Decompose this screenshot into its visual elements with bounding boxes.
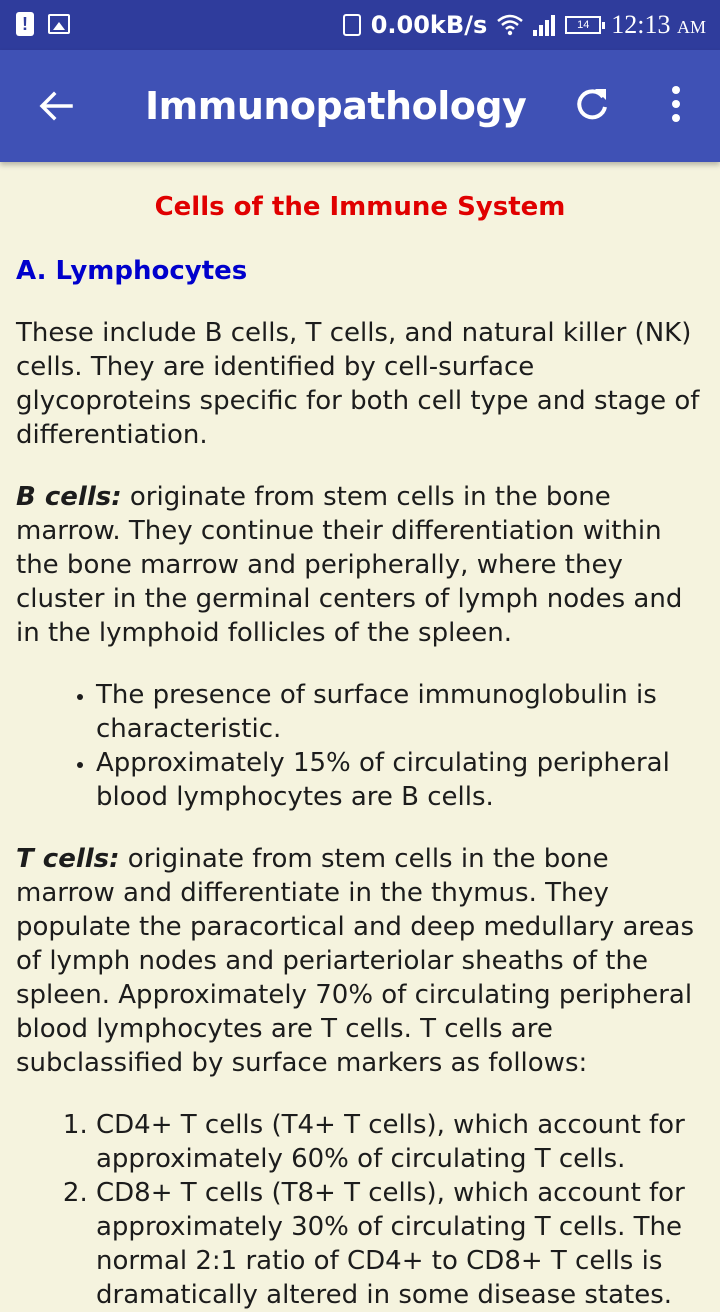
refresh-icon	[573, 85, 611, 123]
b-cells-term: B cells:	[16, 482, 122, 512]
list-item: 2. CD8+ T cells (T8+ T cells), which account for approximately 30% of circulating T cells. The normal 2:1 ratio of CD4+ to CD8+ T cells is dramatically altered in some disease states.	[96, 1176, 704, 1312]
t-cells-paragraph	[16, 842, 704, 1080]
refresh-button[interactable]	[566, 78, 618, 130]
b-cells-bullet-list	[16, 678, 704, 814]
arrow-back-icon	[38, 88, 74, 124]
network-speed: 0.00kB/s	[370, 11, 488, 39]
t-cells-text: originate from stem cells in the bone marrow and differentiate in the thymus. They populate the paracortical and deep medullary areas of lymph nodes and periarteriolar sheaths of the spleen. Approximately 70% of circulating peripheral blood lymphocytes are T cells. T cells are subclassified by surface markers as follows:	[16, 844, 695, 1078]
alert-icon: !	[16, 12, 34, 36]
list-item: 1. CD4+ T cells (T4+ T cells), which account for approximately 60% of circulating T cells.	[96, 1108, 704, 1176]
section-heading: A. Lymphocytes	[16, 256, 248, 286]
wifi-icon	[497, 14, 523, 36]
b-cells-text: originate from stem cells in the bone marrow. They continue their differentiation within the bone marrow and peripherally, where they cluster in the germinal centers of lymph nodes and in the lymphoid follicles of the spleen.	[16, 482, 683, 648]
clock	[611, 10, 706, 40]
list-item: • Approximately 15% of circulating peripheral blood lymphocytes are B cells.	[96, 746, 704, 814]
clock-ampm: AM	[676, 17, 706, 37]
intro-paragraph: These include B cells, T cells, and natural killer (NK) cells. They are identified by cell-surface glycoproteins specific for both cell type and stage of differentiation.	[16, 318, 700, 450]
back-button[interactable]	[28, 78, 84, 134]
status-bar	[0, 0, 720, 50]
more-options-button[interactable]	[650, 78, 702, 130]
b-cells-paragraph	[16, 480, 704, 650]
more-vertical-icon	[670, 85, 682, 123]
t-cells-numbered-list	[16, 1108, 704, 1312]
battery-icon: 14	[565, 16, 601, 34]
clock-time: 12:13	[611, 10, 671, 39]
app-title: Immunopathology	[145, 84, 527, 128]
vibrate-icon	[343, 14, 361, 36]
gallery-icon	[48, 14, 70, 34]
list-item: • The presence of surface immunoglobulin is characteristic.	[96, 678, 704, 746]
app-bar	[0, 50, 720, 162]
page-heading: Cells of the Immune System	[154, 192, 566, 222]
signal-icon	[533, 14, 555, 36]
t-cells-term: T cells:	[16, 844, 120, 874]
article-content	[16, 162, 704, 1312]
